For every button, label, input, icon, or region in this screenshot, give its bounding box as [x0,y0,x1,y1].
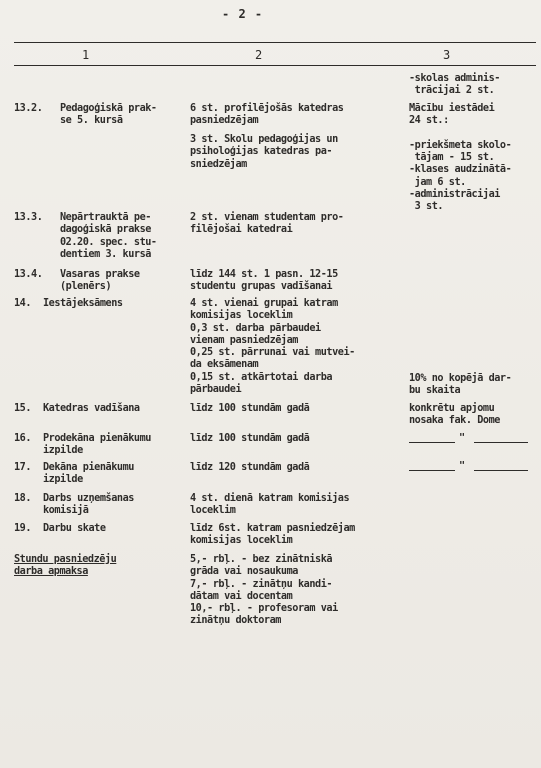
payment-rates: 5,- rbļ. - bez zinātniskā grāda vai nosaukuma 7,- rbļ. - zinātņu kandi- dātam vai docentam 10,- rbļ. - profesoram vai zinātņu doktoram [190,554,338,627]
row-norm-secondary: 3 st. Skolu pedagoģijas un psiholoģijas katedras pa- sniedzējam [190,134,338,170]
row-note: 10% no kopējā dar- bu skaita [409,373,512,397]
ditto-mark: " [459,433,465,444]
row-item: Vasaras prakse (plenērs) [60,269,140,293]
ditto-mark: " [459,461,465,472]
row-item: Nepārtrauktā pe- dagoģiskā prakse 02.20. spec. stu- dentiem 3. kursā [60,212,157,260]
row-norm: 4 st. vienai grupai katram komisijas loceklim 0,3 st. darba pārbaudei vienam pasniedzējam 0,25 st. pārrunai vai mutvei- da eksāmenam 0,15 st. atkārtotai darba pārbaudei [190,298,355,396]
row-number: 19. [14,523,32,534]
row-number: 13.3. [14,212,43,223]
row-norm: līdz 144 st. 1 pasn. 12-15 studentu grupas vadīšanai [190,269,338,293]
row-number: 14. [14,298,32,309]
row-norm: 4 st. dienā katram komisijas loceklim [190,493,350,517]
ditto-line [409,442,455,443]
row-number: 16. [14,433,32,444]
column-number-3: 3 [443,48,451,62]
row-item: Pedagoģiskā prak- se 5. kursā [60,103,157,127]
table-top-rule [14,42,536,43]
row-norm: līdz 100 stundām gadā [190,433,310,444]
row-item: Prodekāna pienākumu izpilde [43,433,151,457]
ditto-line [474,470,528,471]
top-note: -skolas adminis- trācijai 2 st. [409,73,500,97]
row-number: 13.4. [14,269,43,280]
page-number: - 2 - [222,7,264,21]
row-item: Darbu skate [43,523,106,534]
column-number-2: 2 [255,48,263,62]
row-number: 17. [14,462,32,473]
table-header-rule [14,65,536,66]
row-item: Darbs uzņemšanas komisijā [43,493,134,517]
row-norm: 6 st. profilējošās katedras pasniedzējam [190,103,344,127]
row-number: 13.2. [14,103,43,114]
row-note: konkrētu apjomu nosaka fak. Dome [409,403,500,427]
row-norm: līdz 6st. katram pasniedzējam komisijas loceklim [190,523,355,547]
ditto-line [474,442,528,443]
row-norm: 2 st. vienam studentam pro- filējošai katedrai [190,212,344,236]
row-item: Iestājeksāmens [43,298,123,309]
payment-heading: Stundu pasniedzēju darba apmaksa [14,554,117,578]
column-number-1: 1 [82,48,90,62]
row-norm: līdz 100 stundām gadā [190,403,310,414]
row-number: 15. [14,403,32,414]
row-item: Dekāna pienākumu izpilde [43,462,134,486]
row-item: Katedras vadīšana [43,403,140,414]
row-norm: līdz 120 stundām gadā [190,462,310,473]
ditto-line [409,470,455,471]
row-note: Mācību iestādei 24 st.: -priekšmeta skolo- tājam - 15 st. -klases audzinātā- jam 6 st. -administrācijai 3 st. [409,103,512,213]
row-number: 18. [14,493,32,504]
